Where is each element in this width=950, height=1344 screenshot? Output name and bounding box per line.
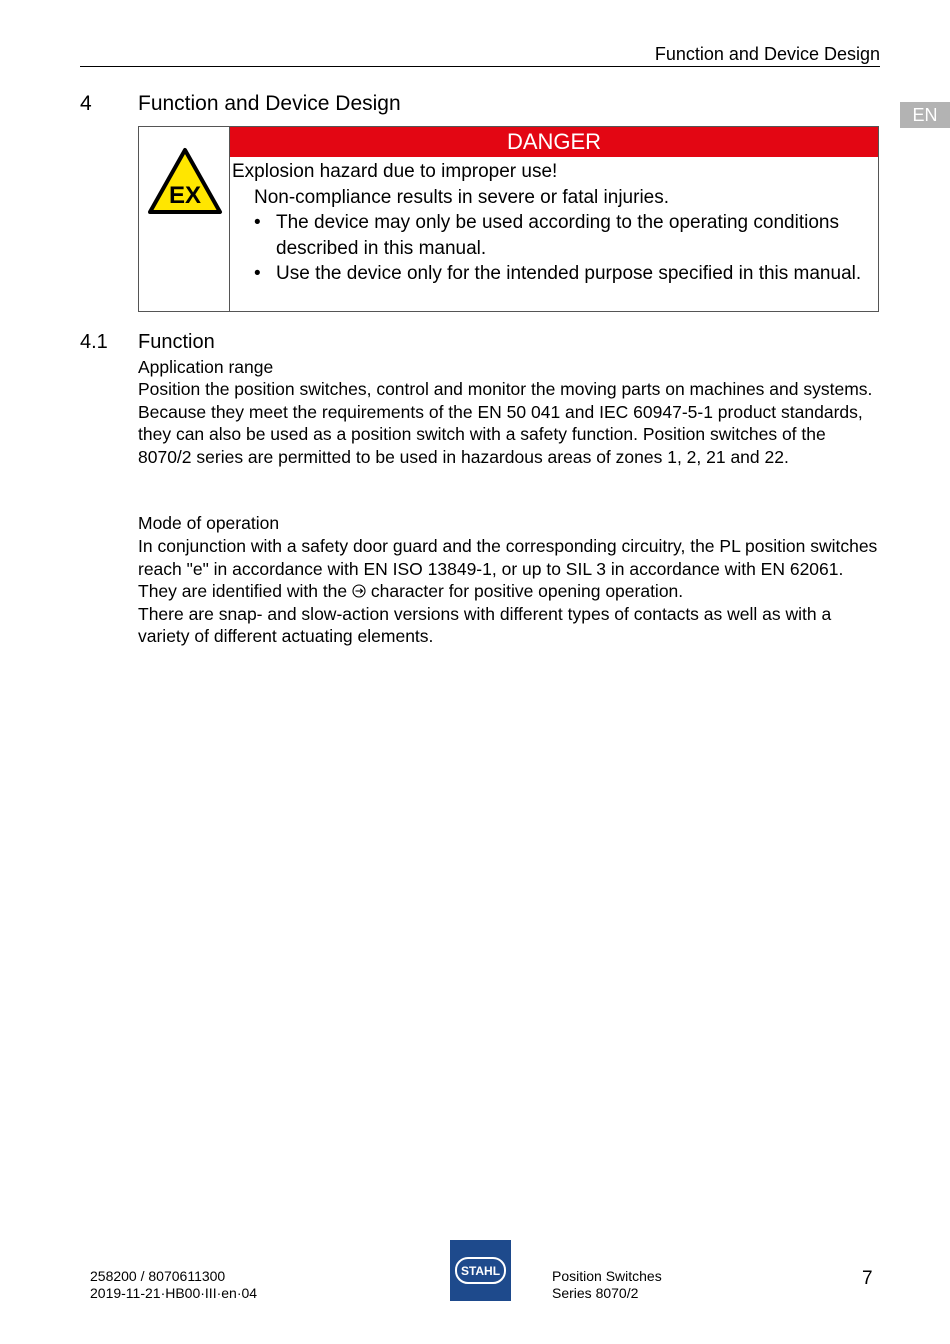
danger-notice (138, 126, 879, 312)
stahl-logo-icon (450, 1240, 511, 1301)
stahl-logo (450, 1240, 511, 1301)
danger-bullet: • The device may only be used according to the operating conditions described in this manual. (254, 212, 839, 259)
positive-opening-icon (352, 584, 366, 598)
svg-text:STAHL: STAHL (460, 1264, 501, 1278)
document-version: 2019-11-21·HB00·III·en·04 (90, 1285, 258, 1301)
footer-document-info (90, 1268, 257, 1302)
running-header: Function and Device Design (654, 44, 880, 64)
product-name: Position Switches (552, 1268, 662, 1284)
danger-consequence: Non-compliance results in severe or fatal injuries. (254, 186, 670, 208)
mode-paragraph-1: In conjunction with a safety door guard and the corresponding circuitry, the PL position switches reach "e" in accordance with EN ISO 13849-1, or up to SIL 3 in accordance with EN 62061. (138, 536, 878, 579)
language-tab: EN (900, 102, 950, 128)
danger-icon-cell (139, 127, 230, 311)
explosion-warning-icon (147, 147, 223, 215)
document-number: 258200 / 8070611300 (90, 1268, 226, 1284)
header-rule (80, 66, 880, 67)
svg-text:EX: EX (168, 182, 202, 209)
application-range-heading: Application range (138, 357, 274, 377)
chapter-number: 4 (80, 92, 92, 115)
chapter-title: Function and Device Design (138, 92, 401, 115)
danger-headline: Explosion hazard due to improper use! (232, 161, 558, 182)
danger-text (232, 159, 872, 287)
danger-bullet-list (232, 210, 872, 287)
section-title: Function (138, 331, 215, 353)
footer-product-info (552, 1268, 662, 1302)
danger-bullet: • Use the device only for the intended purpose specified in this manual. (254, 263, 862, 284)
mode-of-operation-text (138, 535, 883, 648)
mode-paragraph-2: They are identified with the character for positive opening operation. (138, 581, 684, 601)
mode-paragraph-3: There are snap- and slow-action versions with different types of contacts as well as with a variety of different actuating elements. (138, 603, 832, 646)
danger-label: DANGER (230, 127, 878, 157)
page-number: 7 (862, 1268, 873, 1289)
section-number: 4.1 (80, 331, 108, 353)
product-series: Series 8070/2 (552, 1285, 639, 1301)
application-range-text: Position the position switches, control and monitor the moving parts on machines and systems. Because they meet the requirements of the EN 50 041 and IEC 60947-5-1 product standards, they can also be used as a position switch with a safety function. Position switches of the 8070/2 series are permitted to be used in hazardous areas of zones 1, 2, 21 and 22. (138, 379, 873, 467)
mode-of-operation-heading: Mode of operation (138, 513, 280, 533)
